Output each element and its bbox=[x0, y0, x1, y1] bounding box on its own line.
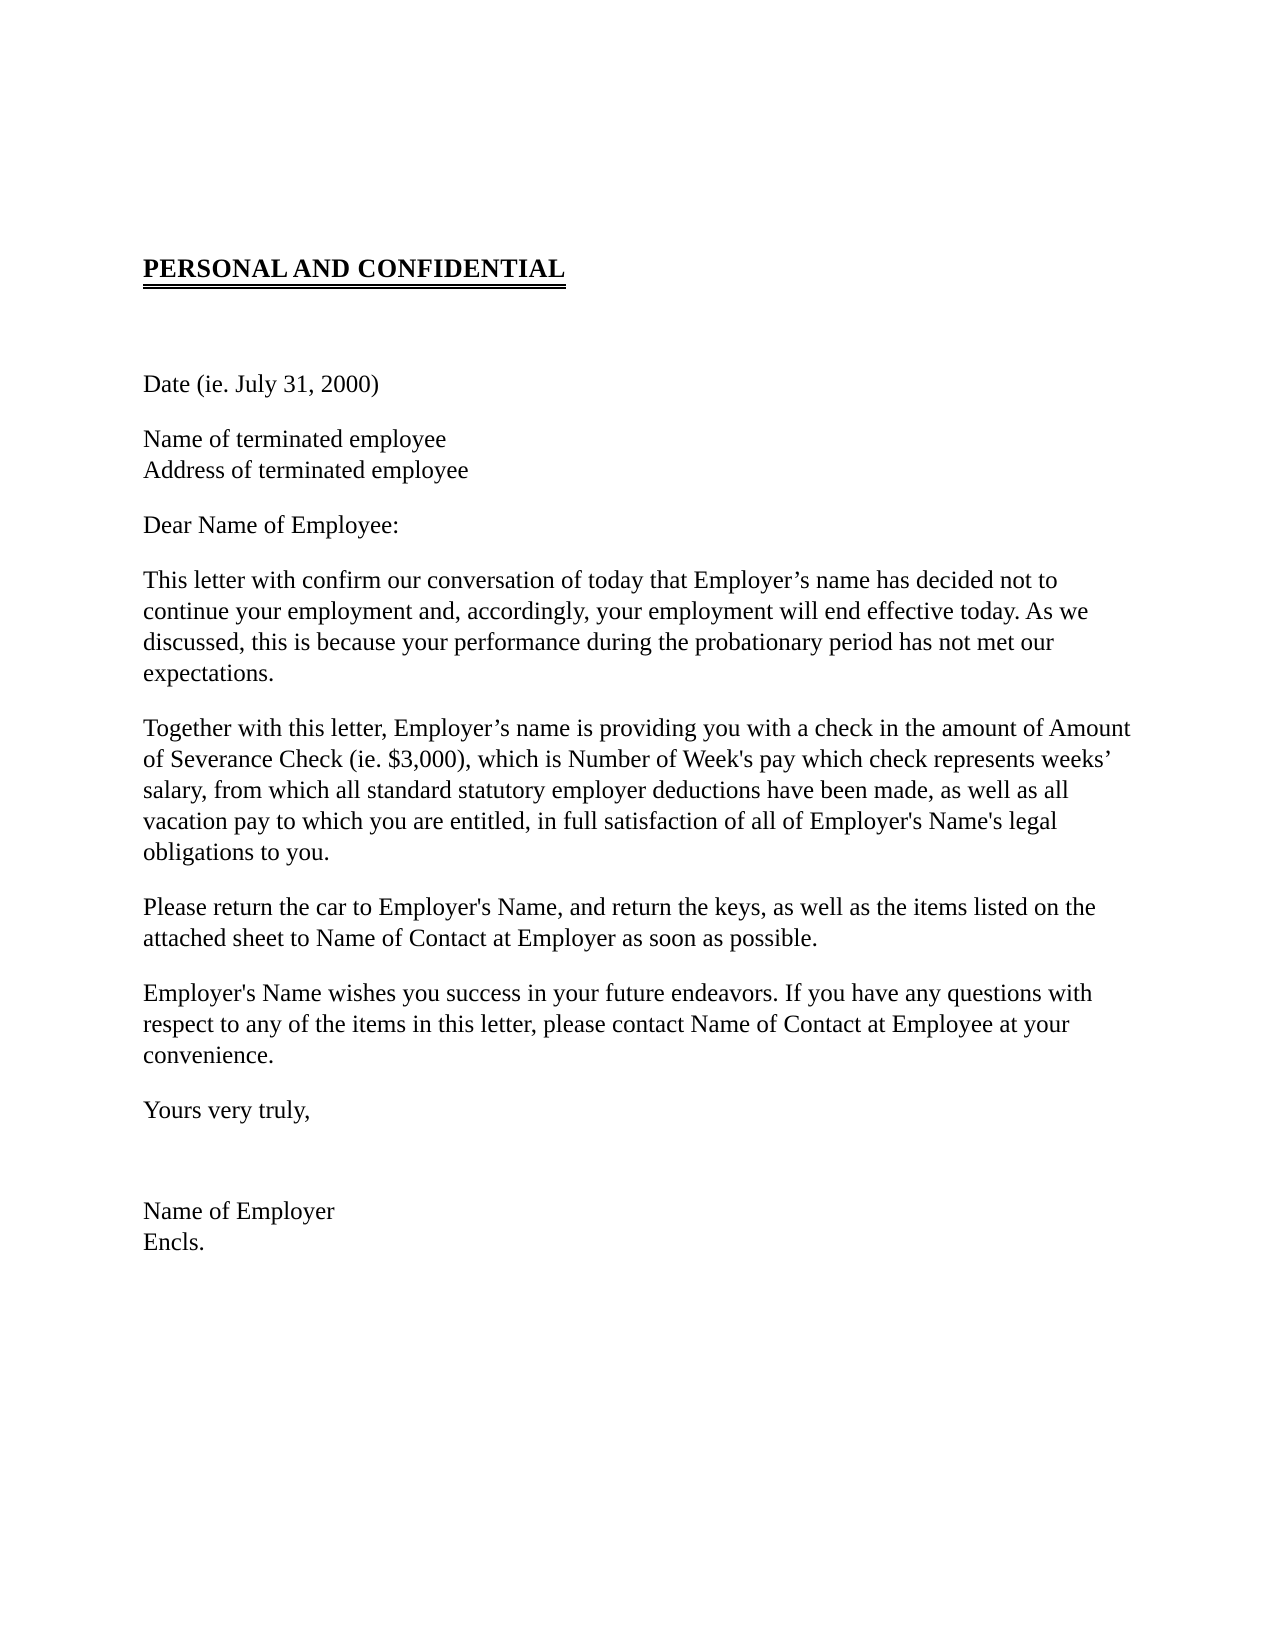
recipient-block bbox=[143, 424, 1135, 486]
letter-heading bbox=[143, 253, 1135, 289]
letter-heading-text: PERSONAL AND CONFIDENTIAL bbox=[143, 253, 566, 289]
recipient-address: Address of terminated employee bbox=[143, 457, 469, 484]
salutation: Dear Name of Employee: bbox=[143, 512, 400, 539]
enclosure-note: Encls. bbox=[143, 1229, 205, 1256]
body-paragraph-1: This letter with confirm our conversation of today that Employer’s name has decided not to continue your employment and, accordingly, your employment will end effective today. As we discussed, this is because your performance during the probationary period has not met our expectations. bbox=[143, 567, 1089, 687]
body-paragraph-3: Please return the car to Employer's Name, and return the keys, as well as the items listed on the attached sheet to Name of Contact at Employer as soon as possible. bbox=[143, 894, 1096, 952]
closing-line: Yours very truly, bbox=[143, 1097, 311, 1124]
signature-name: Name of Employer bbox=[143, 1198, 335, 1225]
date-line: Date (ie. July 31, 2000) bbox=[143, 371, 380, 398]
body-paragraph-4: Employer's Name wishes you success in your future endeavors. If you have any questions with respect to any of the items in this letter, please contact Name of Contact at Employee at your convenience. bbox=[143, 980, 1093, 1069]
body-paragraph-2: Together with this letter, Employer’s name is providing you with a check in the amount of Amount of Severance Check (ie. $3,000), which is Number of Week's pay which check represents weeks’ salary, from which all standard statutory employer deductions have been made, as well as all vacation pay to which you are entitled, in full satisfaction of all of Employer's Name's legal obligations to you. bbox=[143, 715, 1131, 866]
signature-block bbox=[143, 1196, 1135, 1258]
recipient-name: Name of terminated employee bbox=[143, 426, 447, 453]
